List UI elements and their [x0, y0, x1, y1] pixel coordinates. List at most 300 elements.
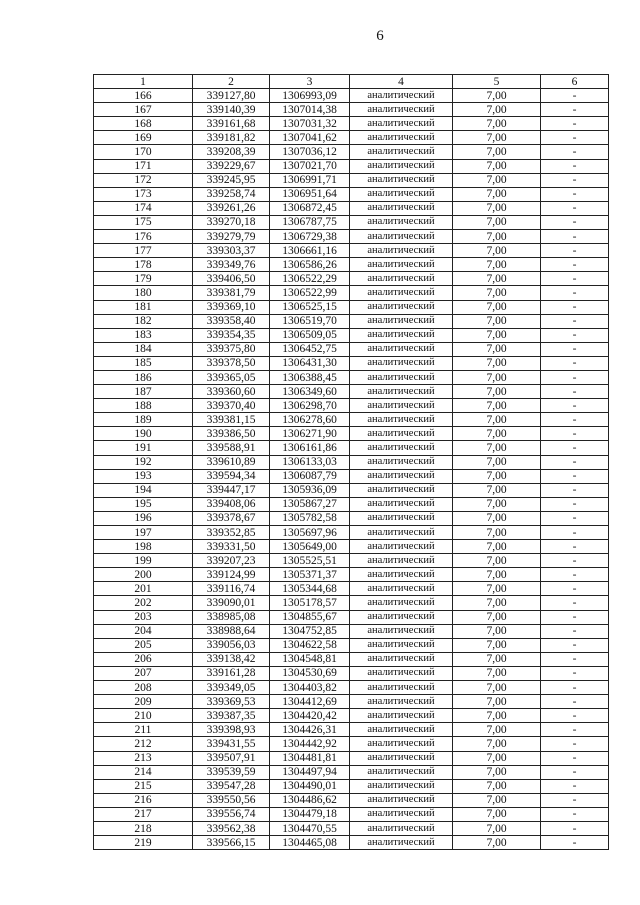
note-cell: -	[541, 286, 609, 300]
method-cell: аналитический	[350, 511, 453, 525]
x-coordinate-cell: 338988,64	[193, 624, 270, 638]
accuracy-cell: 7,00	[453, 737, 541, 751]
accuracy-cell: 7,00	[453, 173, 541, 187]
method-cell: аналитический	[350, 159, 453, 173]
table-row	[94, 103, 609, 117]
y-coordinate-cell: 1307036,12	[270, 145, 350, 159]
accuracy-cell: 7,00	[453, 399, 541, 413]
accuracy-cell: 7,00	[453, 385, 541, 399]
table-row	[94, 441, 609, 455]
accuracy-cell: 7,00	[453, 272, 541, 286]
point-number-cell: 201	[94, 582, 193, 596]
method-cell: аналитический	[350, 455, 453, 469]
accuracy-cell: 7,00	[453, 554, 541, 568]
accuracy-cell: 7,00	[453, 483, 541, 497]
point-number-cell: 213	[94, 751, 193, 765]
y-coordinate-cell: 1304465,08	[270, 836, 350, 850]
method-cell: аналитический	[350, 610, 453, 624]
table-row	[94, 314, 609, 328]
method-cell: аналитический	[350, 413, 453, 427]
y-coordinate-cell: 1306271,90	[270, 427, 350, 441]
note-cell: -	[541, 751, 609, 765]
x-coordinate-cell: 339406,50	[193, 272, 270, 286]
y-coordinate-cell: 1305936,09	[270, 483, 350, 497]
method-cell: аналитический	[350, 765, 453, 779]
note-cell: -	[541, 370, 609, 384]
note-cell: -	[541, 455, 609, 469]
x-coordinate-cell: 339161,68	[193, 117, 270, 131]
table-row	[94, 131, 609, 145]
point-number-cell: 219	[94, 836, 193, 850]
x-coordinate-cell: 339378,50	[193, 356, 270, 370]
point-number-cell: 208	[94, 681, 193, 695]
table-row	[94, 173, 609, 187]
point-number-cell: 183	[94, 328, 193, 342]
point-number-cell: 194	[94, 483, 193, 497]
accuracy-cell: 7,00	[453, 652, 541, 666]
accuracy-cell: 7,00	[453, 807, 541, 821]
method-cell: аналитический	[350, 89, 453, 103]
x-coordinate-cell: 339398,93	[193, 723, 270, 737]
point-number-cell: 202	[94, 596, 193, 610]
method-cell: аналитический	[350, 427, 453, 441]
x-coordinate-cell: 339303,37	[193, 244, 270, 258]
x-coordinate-cell: 339207,23	[193, 554, 270, 568]
table-row	[94, 427, 609, 441]
table-row	[94, 779, 609, 793]
table-row	[94, 497, 609, 511]
method-cell: аналитический	[350, 328, 453, 342]
y-coordinate-cell: 1307031,32	[270, 117, 350, 131]
x-coordinate-cell: 339588,91	[193, 441, 270, 455]
accuracy-cell: 7,00	[453, 441, 541, 455]
point-number-cell: 196	[94, 511, 193, 525]
point-number-cell: 218	[94, 821, 193, 835]
point-number-cell: 184	[94, 342, 193, 356]
table-row	[94, 723, 609, 737]
x-coordinate-cell: 339349,05	[193, 681, 270, 695]
table-row	[94, 807, 609, 821]
method-cell: аналитический	[350, 469, 453, 483]
note-cell: -	[541, 779, 609, 793]
note-cell: -	[541, 187, 609, 201]
table-row	[94, 610, 609, 624]
note-cell: -	[541, 244, 609, 258]
accuracy-cell: 7,00	[453, 230, 541, 244]
point-number-cell: 174	[94, 201, 193, 215]
note-cell: -	[541, 201, 609, 215]
table-row	[94, 751, 609, 765]
x-coordinate-cell: 339140,39	[193, 103, 270, 117]
x-coordinate-cell: 339124,99	[193, 568, 270, 582]
method-cell: аналитический	[350, 145, 453, 159]
note-cell: -	[541, 413, 609, 427]
x-coordinate-cell: 339116,74	[193, 582, 270, 596]
point-number-cell: 176	[94, 230, 193, 244]
y-coordinate-cell: 1306586,26	[270, 258, 350, 272]
table-row	[94, 695, 609, 709]
table-row	[94, 652, 609, 666]
y-coordinate-cell: 1306872,45	[270, 201, 350, 215]
x-coordinate-cell: 339208,39	[193, 145, 270, 159]
method-cell: аналитический	[350, 582, 453, 596]
note-cell: -	[541, 765, 609, 779]
y-coordinate-cell: 1304530,69	[270, 666, 350, 680]
table-row	[94, 159, 609, 173]
point-number-cell: 189	[94, 413, 193, 427]
x-coordinate-cell: 339447,17	[193, 483, 270, 497]
accuracy-cell: 7,00	[453, 413, 541, 427]
table-header-row	[94, 75, 609, 89]
x-coordinate-cell: 339279,79	[193, 230, 270, 244]
x-coordinate-cell: 339354,35	[193, 328, 270, 342]
accuracy-cell: 7,00	[453, 258, 541, 272]
accuracy-cell: 7,00	[453, 89, 541, 103]
accuracy-cell: 7,00	[453, 469, 541, 483]
y-coordinate-cell: 1306298,70	[270, 399, 350, 413]
note-cell: -	[541, 272, 609, 286]
accuracy-cell: 7,00	[453, 103, 541, 117]
note-cell: -	[541, 385, 609, 399]
accuracy-cell: 7,00	[453, 596, 541, 610]
point-number-cell: 170	[94, 145, 193, 159]
method-cell: аналитический	[350, 554, 453, 568]
accuracy-cell: 7,00	[453, 145, 541, 159]
note-cell: -	[541, 483, 609, 497]
note-cell: -	[541, 103, 609, 117]
note-cell: -	[541, 596, 609, 610]
x-coordinate-cell: 339369,10	[193, 300, 270, 314]
table-row	[94, 413, 609, 427]
point-number-cell: 172	[94, 173, 193, 187]
y-coordinate-cell: 1306993,09	[270, 89, 350, 103]
x-coordinate-cell: 339375,80	[193, 342, 270, 356]
point-number-cell: 192	[94, 455, 193, 469]
y-coordinate-cell: 1304490,01	[270, 779, 350, 793]
y-coordinate-cell: 1306787,75	[270, 215, 350, 229]
method-cell: аналитический	[350, 695, 453, 709]
column-header: 3	[270, 75, 350, 89]
note-cell: -	[541, 695, 609, 709]
method-cell: аналитический	[350, 638, 453, 652]
y-coordinate-cell: 1304426,31	[270, 723, 350, 737]
accuracy-cell: 7,00	[453, 821, 541, 835]
method-cell: аналитический	[350, 300, 453, 314]
y-coordinate-cell: 1306522,29	[270, 272, 350, 286]
accuracy-cell: 7,00	[453, 497, 541, 511]
point-number-cell: 173	[94, 187, 193, 201]
note-cell: -	[541, 427, 609, 441]
point-number-cell: 212	[94, 737, 193, 751]
x-coordinate-cell: 339381,79	[193, 286, 270, 300]
table-row	[94, 89, 609, 103]
accuracy-cell: 7,00	[453, 370, 541, 384]
table-row	[94, 286, 609, 300]
method-cell: аналитический	[350, 793, 453, 807]
y-coordinate-cell: 1304420,42	[270, 709, 350, 723]
accuracy-cell: 7,00	[453, 356, 541, 370]
y-coordinate-cell: 1304412,69	[270, 695, 350, 709]
y-coordinate-cell: 1306133,03	[270, 455, 350, 469]
accuracy-cell: 7,00	[453, 201, 541, 215]
method-cell: аналитический	[350, 526, 453, 540]
x-coordinate-cell: 339360,60	[193, 385, 270, 399]
note-cell: -	[541, 793, 609, 807]
method-cell: аналитический	[350, 187, 453, 201]
method-cell: аналитический	[350, 624, 453, 638]
note-cell: -	[541, 215, 609, 229]
accuracy-cell: 7,00	[453, 582, 541, 596]
note-cell: -	[541, 709, 609, 723]
table-row	[94, 385, 609, 399]
note-cell: -	[541, 723, 609, 737]
table-row	[94, 737, 609, 751]
method-cell: аналитический	[350, 342, 453, 356]
y-coordinate-cell: 1304481,81	[270, 751, 350, 765]
x-coordinate-cell: 339161,28	[193, 666, 270, 680]
x-coordinate-cell: 339229,67	[193, 159, 270, 173]
accuracy-cell: 7,00	[453, 314, 541, 328]
point-number-cell: 180	[94, 286, 193, 300]
accuracy-cell: 7,00	[453, 695, 541, 709]
note-cell: -	[541, 624, 609, 638]
note-cell: -	[541, 497, 609, 511]
note-cell: -	[541, 554, 609, 568]
method-cell: аналитический	[350, 681, 453, 695]
table-row	[94, 624, 609, 638]
method-cell: аналитический	[350, 596, 453, 610]
table-row	[94, 399, 609, 413]
note-cell: -	[541, 836, 609, 850]
note-cell: -	[541, 821, 609, 835]
table-row	[94, 511, 609, 525]
accuracy-cell: 7,00	[453, 455, 541, 469]
method-cell: аналитический	[350, 173, 453, 187]
accuracy-cell: 7,00	[453, 666, 541, 680]
note-cell: -	[541, 568, 609, 582]
point-number-cell: 215	[94, 779, 193, 793]
table-row	[94, 117, 609, 131]
accuracy-cell: 7,00	[453, 793, 541, 807]
point-number-cell: 188	[94, 399, 193, 413]
y-coordinate-cell: 1306661,16	[270, 244, 350, 258]
x-coordinate-cell: 339358,40	[193, 314, 270, 328]
point-number-cell: 193	[94, 469, 193, 483]
method-cell: аналитический	[350, 821, 453, 835]
method-cell: аналитический	[350, 103, 453, 117]
method-cell: аналитический	[350, 441, 453, 455]
point-number-cell: 216	[94, 793, 193, 807]
y-coordinate-cell: 1305178,57	[270, 596, 350, 610]
method-cell: аналитический	[350, 568, 453, 582]
column-header: 5	[453, 75, 541, 89]
y-coordinate-cell: 1304752,85	[270, 624, 350, 638]
y-coordinate-cell: 1305782,58	[270, 511, 350, 525]
table-row	[94, 145, 609, 159]
table-row	[94, 709, 609, 723]
note-cell: -	[541, 342, 609, 356]
note-cell: -	[541, 399, 609, 413]
point-number-cell: 178	[94, 258, 193, 272]
column-header: 4	[350, 75, 453, 89]
note-cell: -	[541, 511, 609, 525]
y-coordinate-cell: 1304486,62	[270, 793, 350, 807]
point-number-cell: 167	[94, 103, 193, 117]
note-cell: -	[541, 666, 609, 680]
table-row	[94, 793, 609, 807]
x-coordinate-cell: 339594,34	[193, 469, 270, 483]
method-cell: аналитический	[350, 709, 453, 723]
accuracy-cell: 7,00	[453, 681, 541, 695]
accuracy-cell: 7,00	[453, 187, 541, 201]
y-coordinate-cell: 1306087,79	[270, 469, 350, 483]
accuracy-cell: 7,00	[453, 244, 541, 258]
note-cell: -	[541, 681, 609, 695]
accuracy-cell: 7,00	[453, 765, 541, 779]
y-coordinate-cell: 1304442,92	[270, 737, 350, 751]
table-row	[94, 455, 609, 469]
accuracy-cell: 7,00	[453, 836, 541, 850]
y-coordinate-cell: 1304403,82	[270, 681, 350, 695]
accuracy-cell: 7,00	[453, 427, 541, 441]
method-cell: аналитический	[350, 807, 453, 821]
note-cell: -	[541, 230, 609, 244]
x-coordinate-cell: 339370,40	[193, 399, 270, 413]
note-cell: -	[541, 526, 609, 540]
x-coordinate-cell: 339270,18	[193, 215, 270, 229]
y-coordinate-cell: 1304470,55	[270, 821, 350, 835]
point-number-cell: 205	[94, 638, 193, 652]
table-row	[94, 666, 609, 680]
y-coordinate-cell: 1306431,30	[270, 356, 350, 370]
table-row	[94, 638, 609, 652]
y-coordinate-cell: 1306525,15	[270, 300, 350, 314]
column-header: 2	[193, 75, 270, 89]
table-row	[94, 596, 609, 610]
note-cell: -	[541, 610, 609, 624]
accuracy-cell: 7,00	[453, 779, 541, 793]
x-coordinate-cell: 339566,15	[193, 836, 270, 850]
x-coordinate-cell: 339181,82	[193, 131, 270, 145]
y-coordinate-cell: 1306278,60	[270, 413, 350, 427]
method-cell: аналитический	[350, 230, 453, 244]
method-cell: аналитический	[350, 244, 453, 258]
method-cell: аналитический	[350, 666, 453, 680]
x-coordinate-cell: 339550,56	[193, 793, 270, 807]
point-number-cell: 209	[94, 695, 193, 709]
y-coordinate-cell: 1307014,38	[270, 103, 350, 117]
note-cell: -	[541, 652, 609, 666]
x-coordinate-cell: 339431,55	[193, 737, 270, 751]
accuracy-cell: 7,00	[453, 117, 541, 131]
table-row	[94, 215, 609, 229]
y-coordinate-cell: 1304479,18	[270, 807, 350, 821]
point-number-cell: 171	[94, 159, 193, 173]
column-header: 6	[541, 75, 609, 89]
accuracy-cell: 7,00	[453, 624, 541, 638]
x-coordinate-cell: 339610,89	[193, 455, 270, 469]
x-coordinate-cell: 339245,95	[193, 173, 270, 187]
note-cell: -	[541, 314, 609, 328]
method-cell: аналитический	[350, 497, 453, 511]
point-number-cell: 186	[94, 370, 193, 384]
accuracy-cell: 7,00	[453, 526, 541, 540]
table-row	[94, 201, 609, 215]
table-row	[94, 244, 609, 258]
point-number-cell: 217	[94, 807, 193, 821]
note-cell: -	[541, 117, 609, 131]
note-cell: -	[541, 145, 609, 159]
y-coordinate-cell: 1306991,71	[270, 173, 350, 187]
accuracy-cell: 7,00	[453, 286, 541, 300]
y-coordinate-cell: 1304548,81	[270, 652, 350, 666]
column-header: 1	[94, 75, 193, 89]
accuracy-cell: 7,00	[453, 131, 541, 145]
note-cell: -	[541, 300, 609, 314]
method-cell: аналитический	[350, 723, 453, 737]
accuracy-cell: 7,00	[453, 709, 541, 723]
x-coordinate-cell: 339507,91	[193, 751, 270, 765]
point-number-cell: 185	[94, 356, 193, 370]
note-cell: -	[541, 540, 609, 554]
accuracy-cell: 7,00	[453, 159, 541, 173]
table-row	[94, 836, 609, 850]
point-number-cell: 187	[94, 385, 193, 399]
point-number-cell: 199	[94, 554, 193, 568]
point-number-cell: 210	[94, 709, 193, 723]
note-cell: -	[541, 582, 609, 596]
page-number: 6	[376, 28, 384, 44]
note-cell: -	[541, 441, 609, 455]
table-row	[94, 483, 609, 497]
x-coordinate-cell: 339349,76	[193, 258, 270, 272]
x-coordinate-cell: 339387,35	[193, 709, 270, 723]
accuracy-cell: 7,00	[453, 342, 541, 356]
table-row	[94, 328, 609, 342]
method-cell: аналитический	[350, 314, 453, 328]
accuracy-cell: 7,00	[453, 751, 541, 765]
method-cell: аналитический	[350, 370, 453, 384]
point-number-cell: 203	[94, 610, 193, 624]
accuracy-cell: 7,00	[453, 610, 541, 624]
y-coordinate-cell: 1305525,51	[270, 554, 350, 568]
point-number-cell: 206	[94, 652, 193, 666]
method-cell: аналитический	[350, 399, 453, 413]
table-row	[94, 300, 609, 314]
point-number-cell: 190	[94, 427, 193, 441]
y-coordinate-cell: 1306519,70	[270, 314, 350, 328]
point-number-cell: 214	[94, 765, 193, 779]
y-coordinate-cell: 1306452,75	[270, 342, 350, 356]
y-coordinate-cell: 1306522,99	[270, 286, 350, 300]
point-number-cell: 191	[94, 441, 193, 455]
note-cell: -	[541, 258, 609, 272]
x-coordinate-cell: 339369,53	[193, 695, 270, 709]
y-coordinate-cell: 1306729,38	[270, 230, 350, 244]
table-row	[94, 187, 609, 201]
accuracy-cell: 7,00	[453, 215, 541, 229]
method-cell: аналитический	[350, 117, 453, 131]
table-row	[94, 540, 609, 554]
y-coordinate-cell: 1305867,27	[270, 497, 350, 511]
method-cell: аналитический	[350, 356, 453, 370]
note-cell: -	[541, 131, 609, 145]
table-row	[94, 258, 609, 272]
note-cell: -	[541, 356, 609, 370]
point-number-cell: 169	[94, 131, 193, 145]
x-coordinate-cell: 339386,50	[193, 427, 270, 441]
y-coordinate-cell: 1306161,86	[270, 441, 350, 455]
